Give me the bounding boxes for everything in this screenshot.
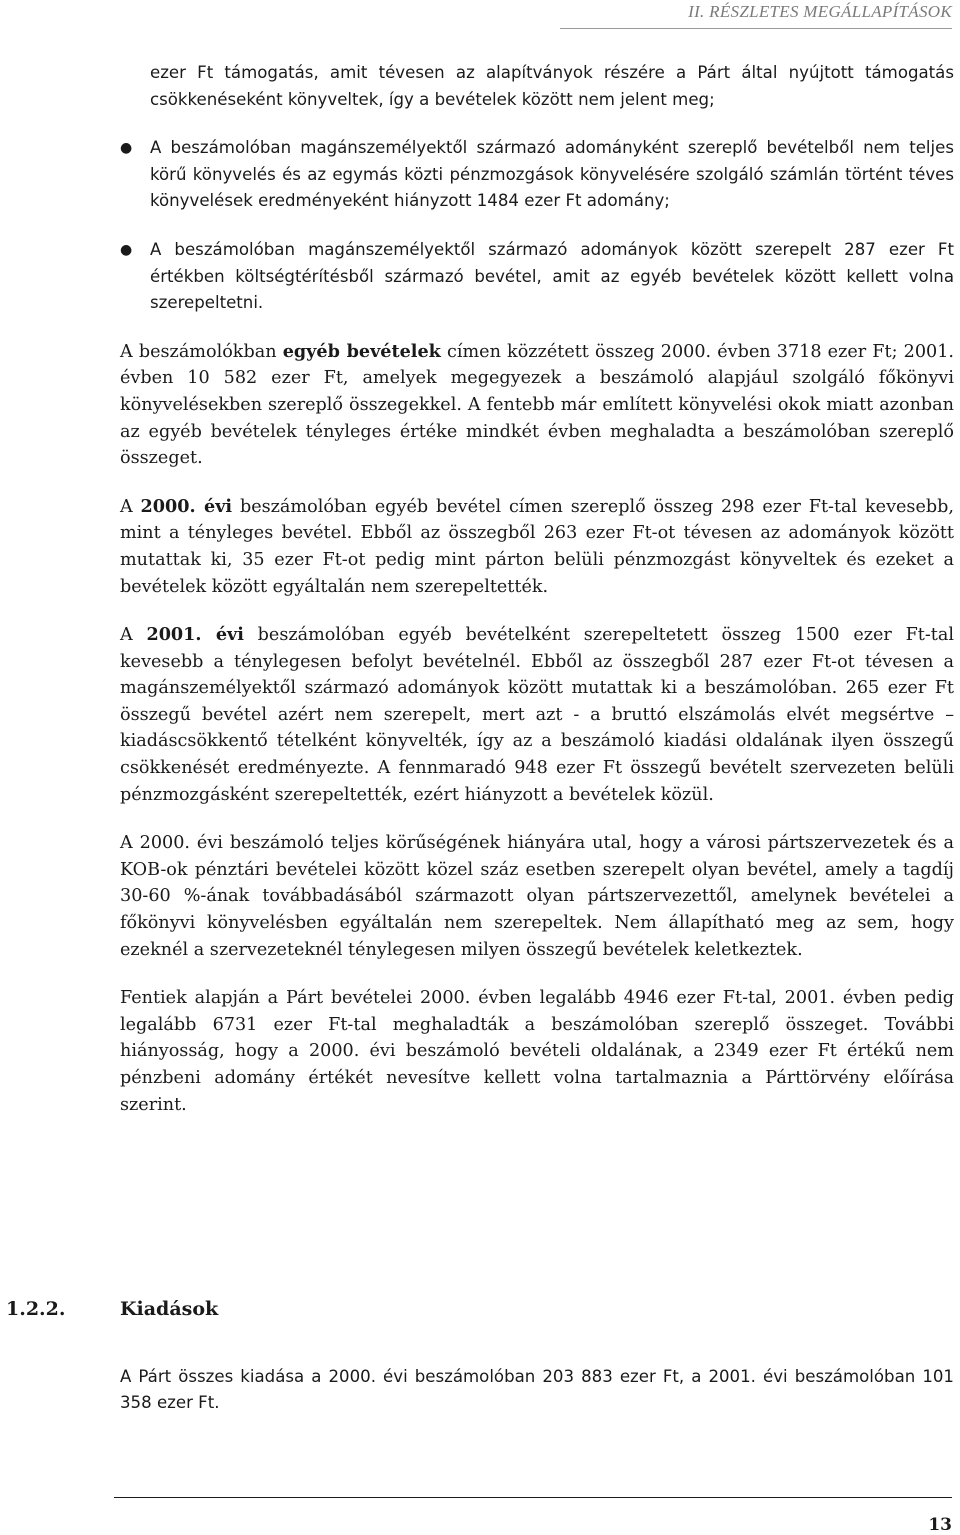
section-body: A Párt összes kiadása a 2000. évi beszámolóban 203 883 ezer Ft, a 2001. évi beszámolóban 101 358 ezer Ft. <box>120 1366 954 1413</box>
paragraph-2000 <box>120 494 954 600</box>
paragraph-text: beszámolóban egyéb bevételként szerepeltetett összeg 1500 ezer Ft-tal kevesebb a ténylegesen befolyt bevételnél. Ebből az összegből 287 ezer Ft-ot tévesen a magánszemélyektől származó adományok között mutattak ki a beszámolóban. 265 ezer Ft összegű bevétel azért nem szerepelt, mert azt - a bruttó elszámolás elvét megsértve – kiadáscsökkentő tételként könyvelték, így az a beszámoló kiadási oldalának ilyen összegű csökkenését eredményezte. A fennmaradó 948 ezer Ft összegű bevételt szervezeten belüli pénzmozgásként szerepeltették, ezért hiányzott a bevételek közül. <box>120 625 954 805</box>
paragraph-other-revenue <box>120 339 954 472</box>
list-item-text: A beszámolóban magánszemélyektől származó adományként szereplő bevételből nem teljes körű könyvelés és az egymás közti pénzmozgások könyvelésére szolgáló számlán történt téves könyvelések eredményeként hiányzott 1484 ezer Ft adomány; <box>150 138 954 211</box>
bullet-icon: ● <box>120 241 133 258</box>
page-number: 13 <box>928 1515 952 1535</box>
section-number: 1.2.2. <box>6 1298 66 1320</box>
bullet-icon: ● <box>120 140 133 157</box>
paragraph-text: címen közzétett összeg 2000. évben 3718 ezer Ft; 2001. évben 10 582 ezer Ft, amelyek megegyezek a beszámoló alapjául szolgáló főkönyvi könyvelésekben szereplő összegekkel. A fentebb már említett könyvelési okok miatt azonban az egyéb bevételek tényleges értéke mindkét évben meghaladta a beszámolóban szereplő összeget. <box>120 341 955 469</box>
list-item <box>120 135 954 215</box>
footer-divider <box>114 1497 952 1498</box>
running-header: II. RÉSZLETES MEGÁLLAPÍTÁSOK <box>688 2 952 21</box>
emphasis-text: egyéb bevételek <box>282 340 441 362</box>
paragraph-2001 <box>120 622 954 808</box>
emphasis-text: 2001. évi <box>146 624 244 646</box>
list-item <box>120 237 954 317</box>
list-item-text: A beszámolóban magánszemélyektől származó adományok között szerepelt 287 ezer Ft értékben költségtérítésből származó bevétel, amit az egyéb bevételek között kellett volna szerepeltetni. <box>150 239 954 313</box>
paragraph-text: beszámolóban egyéb bevétel címen szereplő összeg 298 ezer Ft-tal kevesebb, mint a tényleges bevétel. Ebből az összegből 263 ezer Ft-ot tévesen az adományok között mutattak ki, 35 ezer Ft-ot pedig mint párton belüli pénzmozgást könyveltek és ezeket a bevételek között egyáltalán nem szerepeltették. <box>120 496 954 597</box>
paragraph-summary: Fentiek alapján a Párt bevételei 2000. évben legalább 4946 ezer Ft-tal, 2001. évben pedig legalább 6731 ezer Ft-tal meghaladták a beszámolóban szereplő összeget. További hiányosság, hogy a 2000. évi beszámoló bevételi oldalának, a 2349 ezer Ft értékű nem pénzbeni adomány értékét nevesítve kellett volna tartalmaznia a Párttörvény előírása szerint. <box>120 988 954 1115</box>
header-divider <box>560 28 952 29</box>
paragraph-completeness: A 2000. évi beszámoló teljes körűségének hiányára utal, hogy a városi pártszervezetek és a KOB-ok pénztári bevételei között közel száz esetben szerepelt olyan bevétel, amely a tagdíj 30-60 %-ának továbbadásából származott olyan pártszervezettől, amelynek bevételei a főkönyvi könyvelésben egyáltalán nem szerepeltek. Nem állapítható meg az sem, hogy ezeknél a szervezeteknél ténylegesen milyen összegű bevételek keletkeztek. <box>120 833 954 960</box>
bullet-list <box>120 135 954 317</box>
paragraph-text: A <box>120 625 147 646</box>
intro-paragraph: ezer Ft támogatás, amit tévesen az alapítványok részére a Párt által nyújtott támogatás csökkenéseként könyveltek, így a bevételek között nem jelent meg; <box>150 63 954 109</box>
emphasis-text: 2000. évi <box>140 495 233 517</box>
section-title: Kiadások <box>120 1298 219 1320</box>
paragraph-text: A beszámolókban <box>120 341 283 362</box>
paragraph-text: A <box>120 496 141 517</box>
main-content <box>120 60 954 1140</box>
